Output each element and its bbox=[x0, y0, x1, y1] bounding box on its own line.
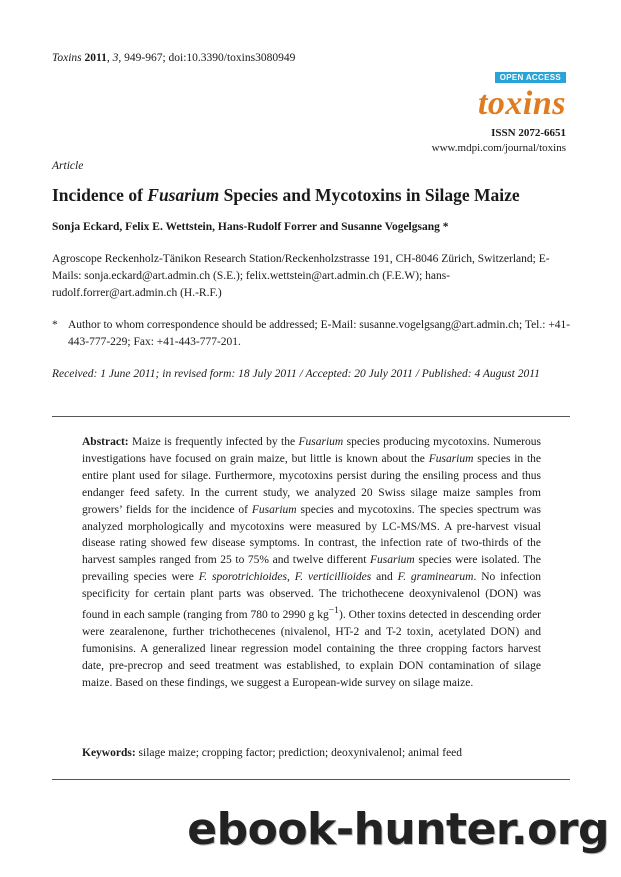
top-divider bbox=[52, 416, 570, 417]
abstract-italic: F. sporotrichioides bbox=[198, 571, 287, 584]
abstract-text: ). Other toxins detected in descending order were zearalenone, further trichothecenes (nivalenol, HT-2 and T-2 toxin, acetylated DON) and fumonisins. A generalized linear regression model containing the three cropping factors harvest date, pre-precrop and seed treatment was established, to explain DON contamination of silage maize. Based on these findings, we suggest a European-wide survey on silage maize. bbox=[82, 608, 541, 689]
affiliation: Agroscope Reckenholz-Tänikon Research Station/Reckenholzstrasse 191, CH-8046 Zürich, Switzerland; E-Mails: sonja.eckard@art.admin.ch (S.E.); felix.wettstein@art.admin.ch (F.E.W); hans-rudolf.forrer@art.admin.ch (H.-R.F.) bbox=[52, 253, 550, 299]
abstract-superscript: −1 bbox=[328, 605, 339, 617]
keywords-label: Keywords: bbox=[82, 747, 136, 759]
abstract-italic: Fusarium bbox=[251, 503, 297, 516]
watermark: ebook-hunter.org bbox=[187, 804, 609, 855]
issn: ISSN 2072-6651 bbox=[491, 127, 566, 139]
paper-title bbox=[52, 184, 572, 206]
correspondence-star: * bbox=[52, 319, 58, 331]
abstract-text: . No infection specificity for certain plant parts was observed. The trichothecene deoxynivalenol (DON) was found in each sample (ranging from 780 to 2990 g kg bbox=[82, 571, 541, 621]
abstract-text: species were isolated. The prevailing species were bbox=[82, 554, 541, 584]
keywords bbox=[82, 747, 541, 759]
title-part1: Incidence of bbox=[52, 185, 148, 205]
keywords-text: silage maize; cropping factor; prediction; deoxynivalenol; animal feed bbox=[135, 747, 463, 759]
abstract bbox=[82, 434, 541, 691]
article-type: Article bbox=[52, 160, 84, 172]
abstract-italic: Fusarium bbox=[370, 554, 415, 567]
citation-year: 2011 bbox=[84, 52, 107, 64]
citation-volume: 3 bbox=[112, 52, 119, 64]
abstract-text: species in the entire plant used for silage. Furthermore, mycotoxins persist during the ensiling process and thus endanger feed safety. In the current study, we analyzed 20 Swiss silage maize samples from growers’ fields for the incidence of bbox=[82, 452, 542, 516]
abstract-text: Maize is frequently infected by the bbox=[128, 436, 299, 448]
correspondence-note bbox=[52, 317, 572, 351]
abstract-italic: F. graminearum bbox=[397, 571, 474, 584]
correspondence-text: Author to whom correspondence should be addressed; E-Mail: susanne.vogelgsang@art.admin.ch; Tel.: +41-443-777-229; Fax: +41-443-777-201. bbox=[68, 319, 571, 348]
abstract-label: Abstract: bbox=[82, 436, 129, 448]
citation-doi: , 949-967; doi:10.3390/toxins3080949 bbox=[118, 52, 296, 64]
citation-journal: Toxins bbox=[52, 52, 82, 64]
title-part2: Species and Mycotoxins in Silage Maize bbox=[219, 185, 520, 205]
abstract-italic: Fusarium bbox=[298, 436, 344, 448]
title-italic: Fusarium bbox=[147, 185, 220, 205]
publication-dates: Received: 1 June 2011; in revised form: 18 July 2011 / Accepted: 20 July 2011 / Published: 4 August 2011 bbox=[52, 368, 540, 380]
journal-logo: toxins bbox=[477, 85, 566, 122]
bottom-divider bbox=[52, 779, 570, 780]
open-access-badge: OPEN ACCESS bbox=[495, 72, 566, 83]
abstract-italic: F. verticillioides bbox=[294, 571, 372, 584]
journal-url[interactable]: www.mdpi.com/journal/toxins bbox=[431, 142, 566, 154]
abstract-text: species producing mycotoxins. Numerous investigations have focused on grain maize, but little is known about the bbox=[82, 436, 541, 465]
authors: Sonja Eckard, Felix E. Wettstein, Hans-Rudolf Forrer and Susanne Vogelgsang * bbox=[52, 221, 449, 233]
abstract-text: , bbox=[287, 571, 295, 584]
citation-line: Toxins 2011, 3, 949-967; doi:10.3390/toxins3080949 bbox=[52, 52, 296, 64]
abstract-text: and bbox=[371, 571, 398, 584]
abstract-italic: Fusarium bbox=[428, 452, 474, 465]
abstract-text: species and mycotoxins. The species spectrum was analyzed morphologically and mycotoxins were measured by LC-MS/MS. A pre-harvest visual disease rating showed few disease symptoms. In contrast, the infection rate of two-thirds of the harvest samples ranged from 25 to 75% and twelve different bbox=[82, 503, 541, 567]
